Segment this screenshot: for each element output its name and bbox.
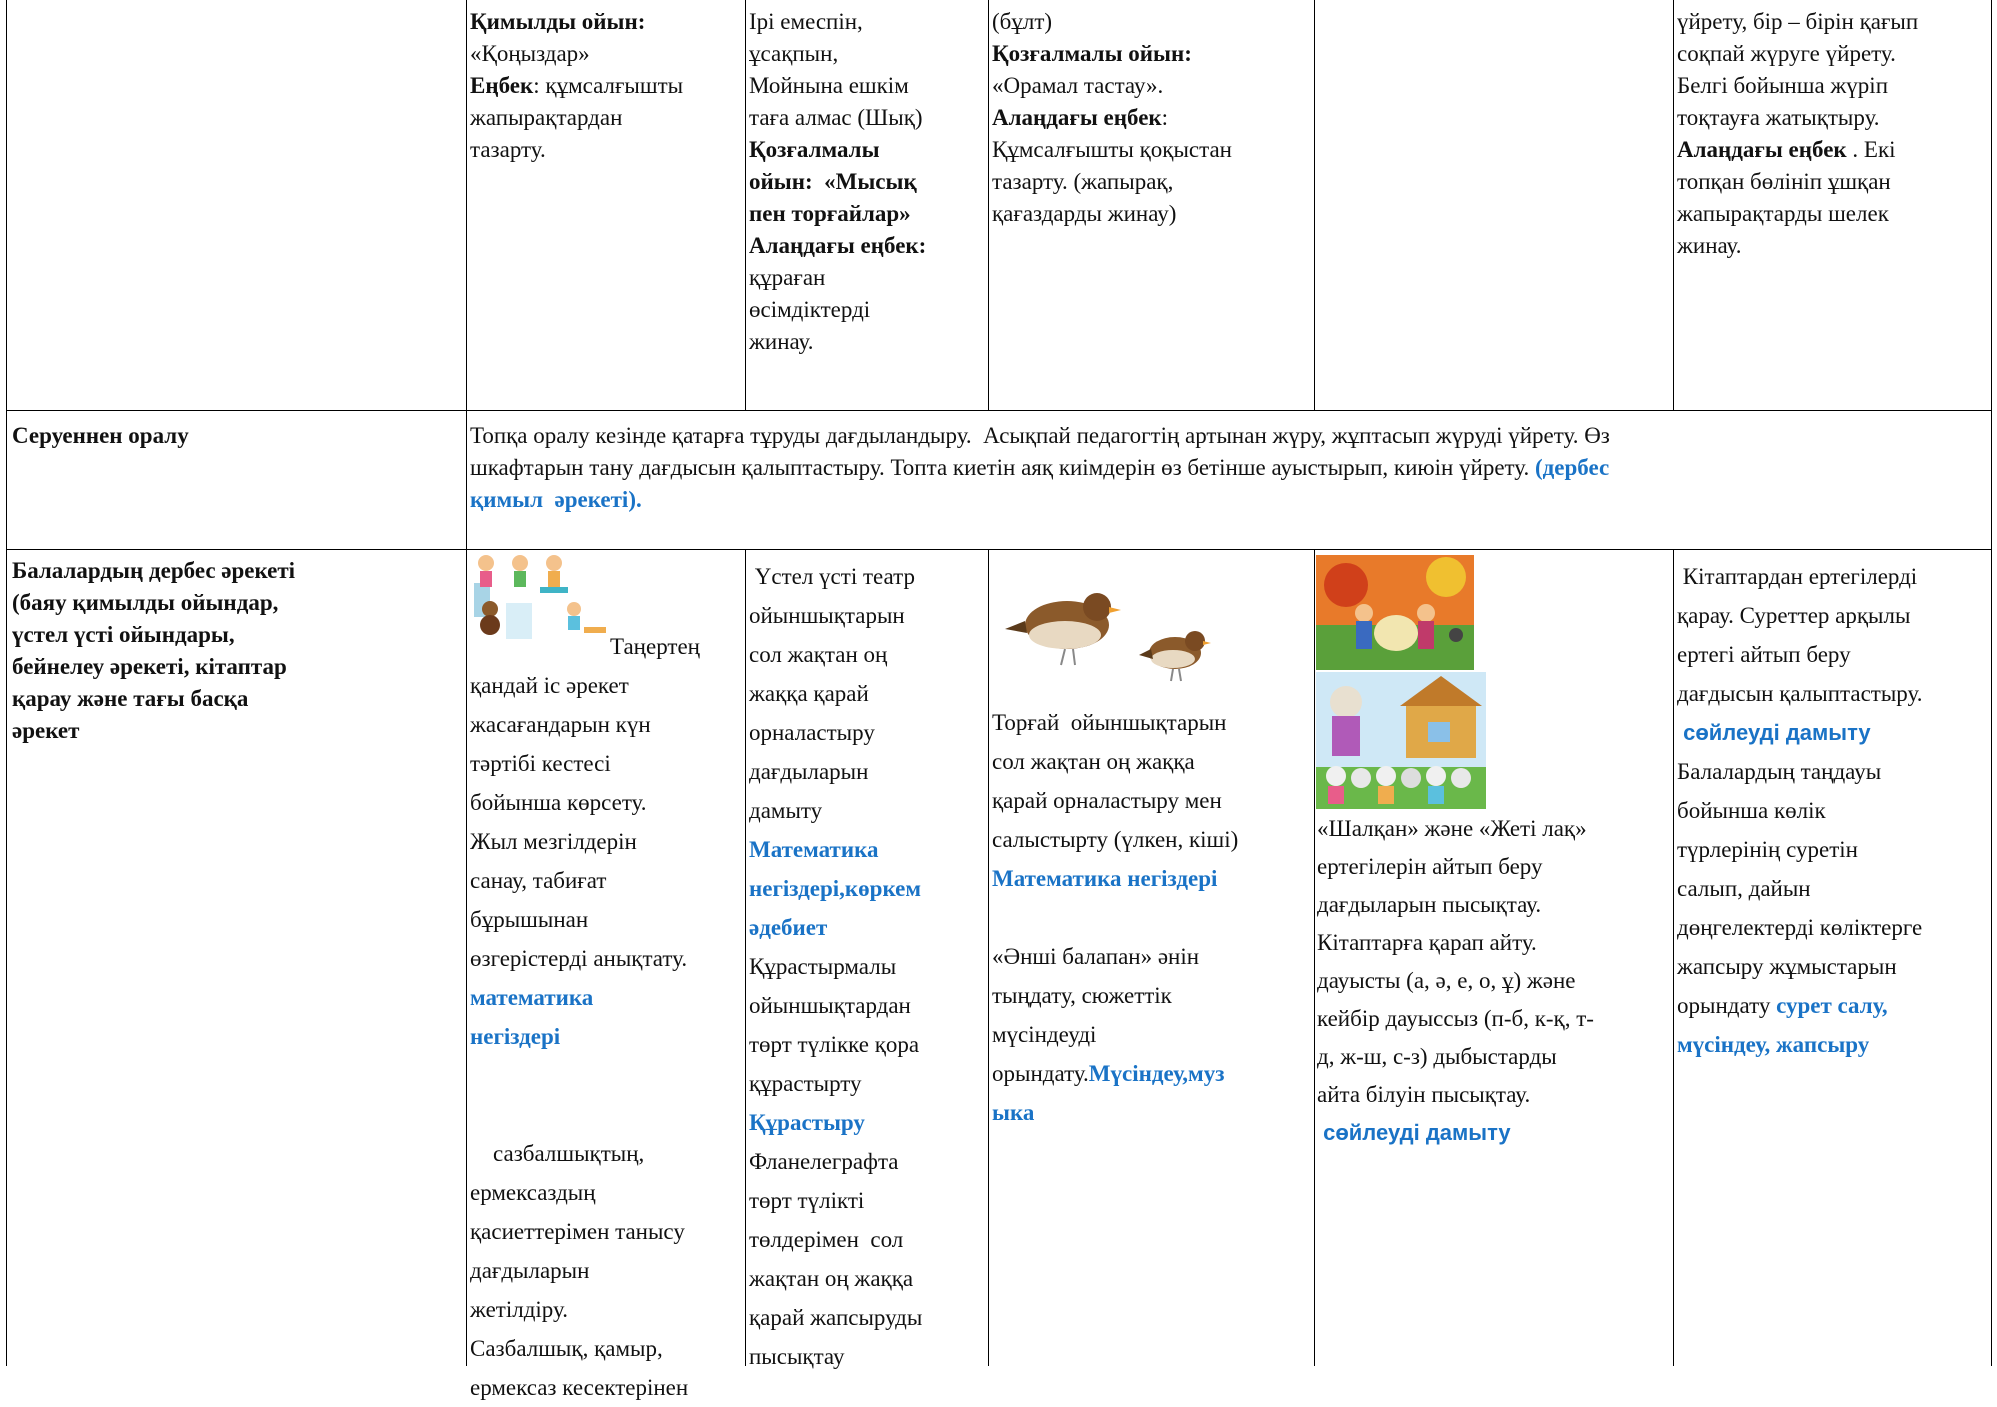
text-line: дағдысын қалыптастыру. [1677, 681, 1923, 706]
text-line [470, 1095, 742, 1134]
text-line: төрт түлікті [749, 1188, 865, 1213]
text-line: жасағандарын күн [470, 712, 651, 737]
text-line: негіздері,көркем [749, 876, 921, 901]
text-line: бойынша көлік [1677, 798, 1826, 823]
text-line: пысықтау [749, 1344, 845, 1369]
label-line: Балалардың дербес әрекеті [12, 558, 296, 583]
text-line: Торғай ойыншықтарын [992, 710, 1227, 735]
text-line: математика [470, 985, 594, 1010]
text-line: тоқтауға жатықтыру. [1677, 105, 1880, 130]
text-line: ойын: «Мысық [749, 169, 917, 194]
column-divider [1673, 0, 1674, 410]
text-line: жақтан оң жаққа [749, 1266, 914, 1291]
column-divider [745, 0, 746, 410]
text-line: қарай орналастыру мен [992, 788, 1222, 813]
text-line: (бұлт) [992, 9, 1053, 34]
text-line: Топқа оралу кезінде қатарға тұруды дағдыландыру. Асықпай педагогтің артынан жүру, жұптасып жүруді үйрету. Өз [470, 423, 1610, 448]
independent-activity-label [12, 555, 452, 747]
text-line: ермексаздың [470, 1180, 596, 1205]
column-divider [1673, 549, 1674, 1366]
text-line: жапсыру жұмыстарын [1677, 954, 1897, 979]
text-line: Қимылды ойын: [470, 9, 646, 34]
text-line: ұсақпын, [749, 41, 839, 66]
column-divider [988, 0, 989, 410]
label-line: әрекет [12, 718, 80, 743]
text-line: пен торғайлар» [749, 201, 911, 226]
text-line: Қозғалмалы ойын: [992, 41, 1192, 66]
table-border-left [6, 0, 7, 1366]
text-line: жаққа қарай [749, 681, 869, 706]
text-line: Балалардың таңдауы [1677, 759, 1882, 784]
text-line [992, 898, 1310, 937]
text-line: сол жақтан оң [749, 642, 888, 667]
text-line: Құрастырмалы [749, 954, 897, 979]
text-line: кейбір дауыссыз (п-б, к-қ, т- [1317, 1006, 1594, 1031]
row-divider [6, 410, 1992, 411]
column-divider [1314, 0, 1315, 410]
text-line: жинау. [1677, 233, 1742, 258]
column-divider [988, 549, 989, 1366]
text-line: негіздері [470, 1024, 561, 1049]
text-line: Белгі бойынша жүріп [1677, 73, 1888, 98]
text-line: орналастыру [749, 720, 875, 745]
text-line: орындату сурет салу, [1677, 993, 1888, 1018]
independent-activity-day3 [992, 703, 1310, 1132]
text-line: құраған [749, 265, 826, 290]
text-line: Математика негіздері [992, 866, 1218, 891]
text-line: бойынша көрсету. [470, 790, 647, 815]
text-line: Алаңдағы еңбек: [749, 233, 927, 258]
text-line: шкафтарын тану дағдысын қалыптастыру. Топта киетін аяқ киімдерін өз бетінше ауыстырып, киюін үйрету. (дербес [470, 455, 1610, 480]
text-line: Фланелеграфта [749, 1149, 899, 1174]
text-line: Ірі емеспін, [749, 9, 863, 34]
text-line: дағдыларын пысықтау. [1317, 892, 1542, 917]
text-line: Сазбалшық, қамыр, [470, 1336, 663, 1361]
column-divider [745, 549, 746, 1366]
column-divider [466, 0, 467, 1366]
text-line: «Шалқан» және «Жеті лақ» [1317, 816, 1587, 841]
sparrows-image [1005, 585, 1230, 705]
column-divider [1314, 549, 1315, 1366]
outdoor-activity-day2 [749, 6, 985, 358]
independent-activity-day2 [749, 557, 985, 1376]
return-from-walk-text [470, 420, 1988, 516]
text-line: бұрышынан [470, 907, 589, 932]
text-line: санау, табиғат [470, 868, 607, 893]
text-line: сол жақтан оң жаққа [992, 749, 1195, 774]
text-line: ойыншықтардан [749, 993, 911, 1018]
text-line: дауысты (а, ә, е, о, ұ) және [1317, 968, 1576, 993]
text-line: сазбалшықтың, [470, 1141, 645, 1166]
text-line: өсімдіктерді [749, 297, 871, 322]
text-line: д, ж-ш, с-з) дыбыстарды [1317, 1044, 1557, 1069]
text-line: мүсіндеу, жапсыру [1677, 1032, 1870, 1057]
text-line: Мойнына ешкім [749, 73, 909, 98]
text-line: ермексаз кесектерінен [470, 1375, 689, 1400]
text-line: қасиеттерімен танысу [470, 1219, 685, 1244]
text-line: Еңбек: құмсалғышты [470, 73, 684, 98]
text-line: тазарту. (жапырақ, [992, 169, 1174, 194]
text-line: Математика [749, 837, 879, 862]
text-line: төрт түлікке қора [749, 1032, 920, 1057]
text-line: өзгерістерді анықтату. [470, 946, 688, 971]
text-line: «Қоңыздар» [470, 41, 590, 66]
label-line: (баяу қимылды ойындар, [12, 590, 279, 615]
text-line: Алаңдағы еңбек . Екі [1677, 137, 1896, 162]
text-line: «Орамал тастау». [992, 73, 1164, 98]
text-line: жапырақтарды шелек [1677, 201, 1889, 226]
text-line: мүсіндеуді [992, 1022, 1097, 1047]
text-line: қарау. Суреттер арқылы [1677, 603, 1911, 628]
text-line: жапырақтардан [470, 105, 623, 130]
text-line: жинау. [749, 329, 814, 354]
seven-kids-tale-image [1316, 672, 1486, 809]
text-line: айта білуін пысықтау. [1317, 1082, 1531, 1107]
text-line: төлдерімен сол [749, 1227, 904, 1252]
text-line: Қозғалмалы [749, 137, 880, 162]
text-line: Алаңдағы еңбек: [992, 105, 1169, 130]
independent-activity-day5 [1677, 557, 1989, 1064]
return-from-walk-label: Серуеннен оралу [12, 423, 189, 448]
text-line: қимыл әрекеті). [470, 487, 642, 512]
text-line: үйрету, бір – бірін қағып [1677, 9, 1919, 34]
text-line: тазарту. [470, 137, 546, 162]
text-line: Құрастыру [749, 1110, 865, 1135]
text-line: тыңдату, сюжеттік [992, 983, 1172, 1008]
text-line: ойыншықтарын [749, 603, 905, 628]
text-line: орындату.Мүсіндеу,муз [992, 1061, 1225, 1086]
turnip-tale-image [1316, 555, 1474, 670]
independent-activity-day1 [470, 627, 742, 1407]
text-line: салыстырту (үлкен, кіші) [992, 827, 1239, 852]
label-line: қарау және тағы басқа [12, 686, 249, 711]
text-line: таға алмас (Шық) [749, 105, 923, 130]
text-line: қандай іс әрекет [470, 673, 629, 698]
text-line: топқан бөлініп ұшқан [1677, 169, 1891, 194]
text-line: дағдыларын [749, 759, 869, 784]
outdoor-activity-day5 [1677, 6, 1989, 262]
outdoor-activity-day1 [470, 6, 742, 166]
text-line: Кітаптарға қарап айту. [1317, 930, 1537, 955]
text-line: қарай жапсыруды [749, 1305, 923, 1330]
text-line: әдебиет [749, 915, 828, 940]
text-line: дағдыларын [470, 1258, 590, 1283]
text-line: түрлерінің суретін [1677, 837, 1858, 862]
text-line: дөңгелектерді көліктерге [1677, 915, 1923, 940]
text-line: Үстел үсті театр [749, 564, 915, 589]
label-line: үстел үсті ойындары, [12, 622, 235, 647]
text-line: жетілдіру. [470, 1297, 568, 1322]
text-line: тәртібі кестесі [470, 751, 611, 776]
text-line: ертегілерін айтып беру [1317, 854, 1543, 879]
text-line: дамыту [749, 798, 823, 823]
text-line: сөйлеуді дамыту [1677, 720, 1871, 745]
text-line: қағаздарды жинау) [992, 201, 1177, 226]
text-line: салып, дайын [1677, 876, 1811, 901]
text-line: сөйлеуді дамыту [1317, 1120, 1511, 1145]
label-line: бейнелеу әрекеті, кітаптар [12, 654, 287, 679]
independent-activity-day4 [1317, 810, 1670, 1152]
table-border-right [1991, 0, 1992, 1366]
text-line: Таңертең [610, 634, 700, 659]
text-line: Кітаптардан ертегілерді [1677, 564, 1918, 589]
text-line: ертегі айтып беру [1677, 642, 1851, 667]
text-line: Құмсалғышты қоқыстан [992, 137, 1232, 162]
row-divider [6, 549, 1992, 550]
text-line: соқпай жүруге үйрету. [1677, 41, 1896, 66]
text-line: ыка [992, 1100, 1035, 1125]
text-line [470, 1056, 742, 1095]
text-line: «Әнші балапан» әнін [992, 944, 1200, 969]
text-line: құрастырту [749, 1071, 862, 1096]
outdoor-activity-day3 [992, 6, 1310, 230]
text-line: Жыл мезгілдерін [470, 829, 637, 854]
